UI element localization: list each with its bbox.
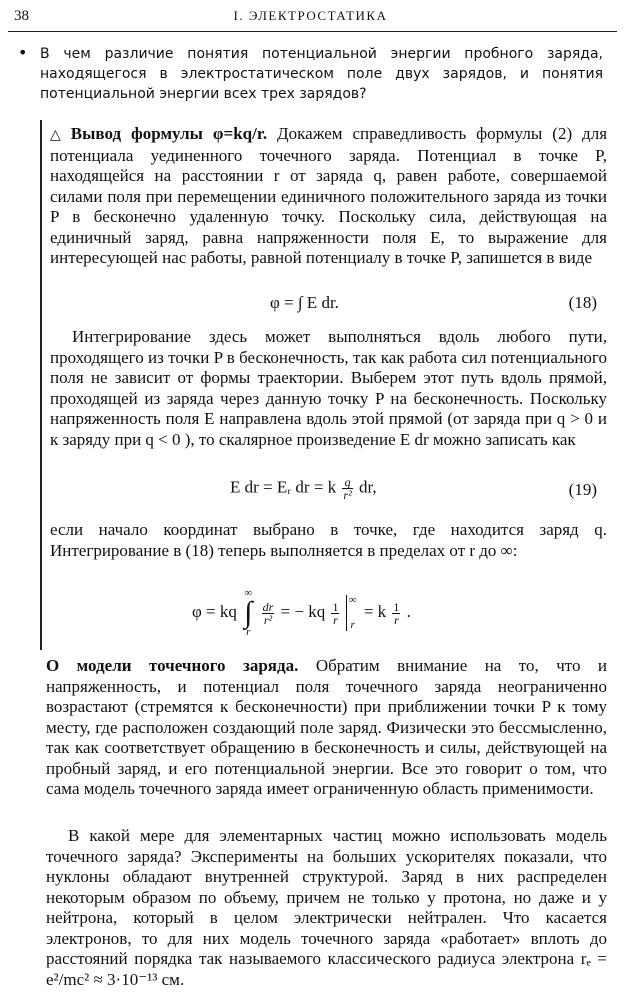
model-paragraph-2 [46,826,607,990]
equation-20-end: = k [363,601,387,621]
model-text-2: В какой мере для элементарных частиц можно использовать модель точечного заряда? Эксперименты на больших ускорителях показали, что нуклоны обладают внутренней структурой. Заряд в них распределен некоторым образом по объему, причем не только у протона, но даже и у нейтрона, который в целом электрически нейтрален. Что касается электронов, то для них модель точечного заряда «работает» вплоть до расстояний порядка так называемого классического радиуса электрона rₑ = e²/mc² ≈ 3·10⁻¹³ см. [46,826,607,989]
equation-19-left: E dr = Eᵣ dr = k [230,477,337,497]
fraction-numerator: 1 [332,599,339,614]
fraction-denominator: r [333,612,338,627]
equation-19-right: dr, [358,477,377,497]
equation-18-number: (18) [568,293,597,312]
equation-18 [270,293,339,313]
evaluation-bar [346,595,357,631]
triangle-marker-icon: △ [50,127,61,143]
integral-with-limits [244,588,252,638]
bullet-icon: • [18,43,28,62]
equation-19 [230,476,377,501]
page-number: 38 [14,8,29,24]
fraction-denominator: r [394,612,399,627]
integral-lower-limit: r [246,626,251,638]
evaluation-upper-limit: ∞ [348,594,357,606]
derivation-text-1: Докажем справедливость формулы (2) для потенциала уединенного точечного заряда. Потенциал в точке P, находящейся на расстоянии r от заряда q, равен работе, совершаемой силами поля при перемещении единичного положительного заряда из точки P в бесконечно удаленную точку. Поскольку сила, действующая на единичный заряд, равна напряженности поля E, то выражение для интересующей нас работы, равной потенциалу в точке P, запишется в виде [50,124,608,267]
derivation-text-3: если начало координат выбрано в точке, где находится заряд q. Интегрирование в (18) теперь выполняется в пределах от r до ∞: [50,520,607,560]
equation-18-body: φ = ∫ E dr. [270,293,339,312]
equation-20-fraction-2 [331,601,339,626]
question-text: В чем различие понятия потенциальной энергии пробного заряда, находящегося в электростатическом поле двух зарядов, и понятия потенциальной энергии всех трех зарядов? [40,46,603,102]
equation-19-fraction [342,476,352,501]
equation-20-period: . [406,601,411,621]
evaluation-lower-limit: r [350,619,355,631]
model-section-title: О модели точечного заряда. [46,656,299,675]
equation-20-fraction-1 [262,601,275,626]
fraction-denominator: r² [263,612,273,627]
header-rule [8,31,617,32]
model-paragraph-1 [46,656,607,800]
integral-sign: ∫ [244,596,253,629]
review-question [14,44,603,104]
equation-20-fraction-3 [392,601,400,626]
derivation-title: Вывод формулы φ=kq/r. [70,124,268,143]
chapter-title: I. ЭЛЕКТРОСТАТИКА [233,8,388,23]
derivation-paragraph-3 [50,520,607,561]
page-header [8,6,613,28]
fraction-numerator: dr [262,599,274,614]
equation-20-phi: φ = kq [192,601,237,621]
fraction-numerator: 1 [393,599,400,614]
proof-margin-bar [40,120,42,650]
equation-20 [192,588,411,638]
fraction-numerator: q [342,476,352,489]
equation-20-middle: = − kq [280,601,326,621]
integral-upper-limit: ∞ [244,587,253,599]
model-text-1: Обратим внимание на то, что и напряженность, и потенциал поля точечного заряда неограниченно возрастают (стремятся к бесконечности) при приближении точки P к тому месту, где расположен создающий поле заряд. Физически это бессмысленно, так как соответствует обращению в бесконечность и силы, действующей на пробный заряд, и его потенциальной энергии. Все это говорит о том, что сама модель точечного заряда имеет ограниченную область применимости. [46,656,608,798]
derivation-paragraph-2 [50,327,607,450]
derivation-text-2: Интегрирование здесь может выполняться вдоль любого пути, проходящего из точки P в бесконечность, так как работа сил потенциального поля не зависит от формы траектории. Выберем этот путь вдоль прямой, проходящей из заряда через данную точку P на бесконечность. Поскольку напряженность поля E направлена вдоль этой прямой (от заряда при q > 0 и к заряду при q < 0 ), то скалярное произведение E dr можно записать как [50,327,607,449]
fraction-denominator: r² [343,488,352,502]
equation-19-number: (19) [568,480,597,499]
derivation-paragraph-1 [50,124,607,269]
